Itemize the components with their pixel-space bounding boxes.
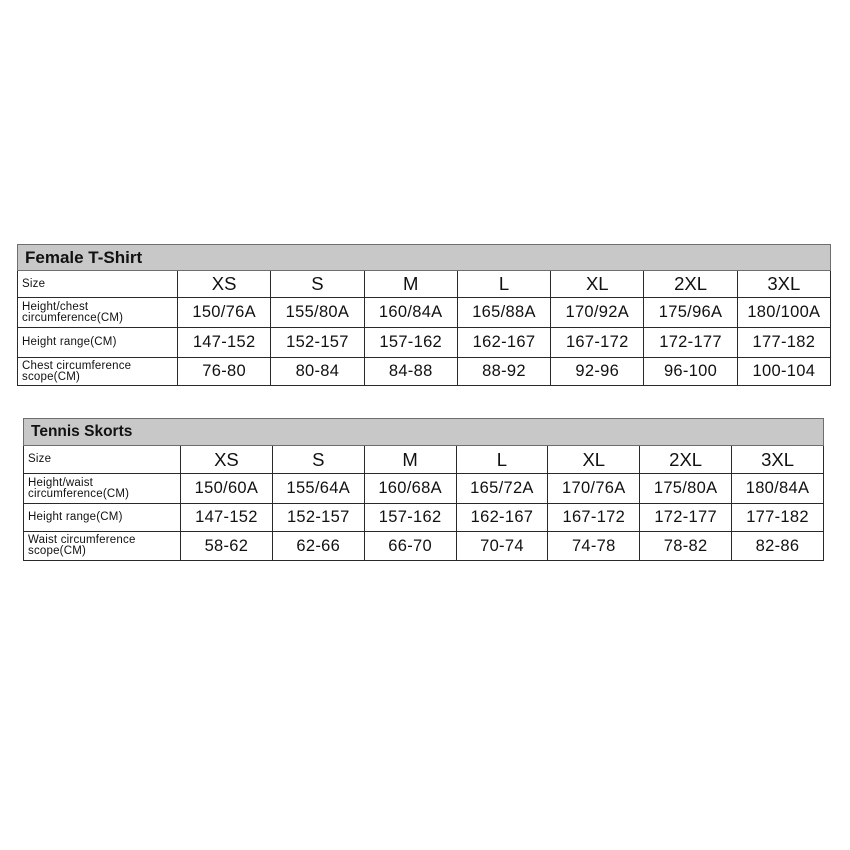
table-cell: 152-157 — [271, 328, 364, 358]
table-cell: 150/60A — [181, 474, 273, 504]
chart-title: Tennis Skorts — [24, 419, 824, 446]
size-header: XL — [551, 271, 644, 298]
size-header: 3XL — [737, 271, 830, 298]
table-cell: 147-152 — [181, 504, 273, 532]
table-cell: 160/84A — [364, 298, 457, 328]
table-row — [18, 358, 831, 386]
table-cell: 167-172 — [551, 328, 644, 358]
table-cell: 157-162 — [364, 328, 457, 358]
table-cell: 162-167 — [457, 328, 550, 358]
size-header: XS — [181, 446, 273, 474]
table-cell: 88-92 — [457, 358, 550, 386]
table-cell: 62-66 — [272, 532, 364, 561]
size-header: M — [364, 271, 457, 298]
table-cell: 155/80A — [271, 298, 364, 328]
table-cell: 150/76A — [178, 298, 271, 328]
tennis-skorts-size-chart — [23, 418, 824, 561]
table-cell: 172-177 — [644, 328, 737, 358]
table-cell: 175/96A — [644, 298, 737, 328]
size-header: 2XL — [640, 446, 732, 474]
table-cell: 170/92A — [551, 298, 644, 328]
table-cell: 155/64A — [272, 474, 364, 504]
row-label: Chest circumference scope(CM) — [18, 358, 178, 386]
table-cell: 177-182 — [732, 504, 824, 532]
size-label: Size — [24, 446, 181, 474]
size-header-row — [24, 446, 824, 474]
table-row — [18, 328, 831, 358]
size-header-row — [18, 271, 831, 298]
table-cell: 76-80 — [178, 358, 271, 386]
size-header: L — [457, 271, 550, 298]
table-cell: 180/100A — [737, 298, 830, 328]
table-cell: 78-82 — [640, 532, 732, 561]
chart-title-row — [24, 419, 824, 446]
table-cell: 165/88A — [457, 298, 550, 328]
table-cell: 165/72A — [456, 474, 548, 504]
table-cell: 177-182 — [737, 328, 830, 358]
table-cell: 167-172 — [548, 504, 640, 532]
chart-title-row — [18, 245, 831, 271]
table-cell: 170/76A — [548, 474, 640, 504]
table-cell: 157-162 — [364, 504, 456, 532]
size-header: M — [364, 446, 456, 474]
table-cell: 66-70 — [364, 532, 456, 561]
table-cell: 152-157 — [272, 504, 364, 532]
size-header: XS — [178, 271, 271, 298]
row-label: Height/chest circumference(CM) — [18, 298, 178, 328]
row-label: Waist circumference scope(CM) — [24, 532, 181, 561]
table-cell: 162-167 — [456, 504, 548, 532]
table-cell: 160/68A — [364, 474, 456, 504]
table-row — [24, 532, 824, 561]
table-cell: 92-96 — [551, 358, 644, 386]
table-cell: 172-177 — [640, 504, 732, 532]
table-cell: 96-100 — [644, 358, 737, 386]
size-header: 3XL — [732, 446, 824, 474]
row-label: Height range(CM) — [24, 504, 181, 532]
row-label: Height/waist circumference(CM) — [24, 474, 181, 504]
table-cell: 80-84 — [271, 358, 364, 386]
size-header: S — [272, 446, 364, 474]
table-cell: 100-104 — [737, 358, 830, 386]
chart-title: Female T-Shirt — [18, 245, 831, 271]
table-cell: 147-152 — [178, 328, 271, 358]
table-cell: 175/80A — [640, 474, 732, 504]
table-row — [24, 504, 824, 532]
female-tshirt-size-chart — [17, 244, 831, 386]
table-cell: 180/84A — [732, 474, 824, 504]
table-cell: 70-74 — [456, 532, 548, 561]
table-row — [18, 298, 831, 328]
table-cell: 58-62 — [181, 532, 273, 561]
size-label: Size — [18, 271, 178, 298]
size-header: S — [271, 271, 364, 298]
size-header: 2XL — [644, 271, 737, 298]
table-row — [24, 474, 824, 504]
size-header: XL — [548, 446, 640, 474]
table-cell: 82-86 — [732, 532, 824, 561]
size-header: L — [456, 446, 548, 474]
table-cell: 74-78 — [548, 532, 640, 561]
row-label: Height range(CM) — [18, 328, 178, 358]
table-cell: 84-88 — [364, 358, 457, 386]
